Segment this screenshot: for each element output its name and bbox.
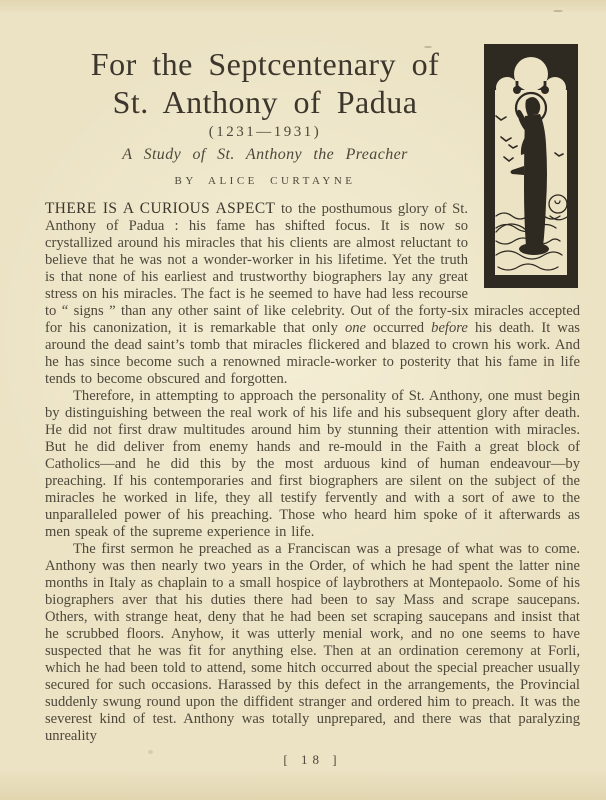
paragraph-3: The first sermon he preached as a Franciscan was a presage of what was to come. Anthony was then nearly two years in the Order, of which he had spent the latter nine months in Italy as chaplain to a small hospice of laybrothers at Montepaolo. Some of his biographers aver that his duties there had been to say Mass and scrape saucepans. Others, with strange heat, deny that he had been set scraping saucepans and insist that he scrubbed floors. Anyhow, it was utterly menial work, and no one seems to have suspected that he was fit for anything else. Then at an ordination ceremony at Forli, which he had been told to attend, some hitch occurred about the special preacher usually secured for such occasions. Harassed by this defect in the arrangements, the Provincial suddenly swung round upon the diffident stranger and ordered him to preach. It was the severest kind of test. Anthony was totally unprepared, and there was that paralyzing unreality [45,541,580,744]
paragraph-1-text: his death. It was around the dead saint’s tomb that miracles flickered and blazed to crown his work. And he has since become such a renowned miracle-worker to posterity that his fame in life tends to become obscured and forgotten. [45,320,580,387]
page-number: [ 18 ] [283,752,342,767]
centenary-dates: (1231—1931) [208,124,322,140]
robe [524,114,547,247]
emphasis-one: one [344,320,367,336]
paragraph-2: Therefore, in attempting to approach the personality of St. Anthony, one must begin by distinguishing between the real work of his life and his subsequent glory after death. He did not first draw multitudes around him by stunning their attention with miracles. But he did deliver from enemy hands and re-mould in the Faith a great block of Catholics—and he did this by the most arduous kind of human endeavour—by preaching. If his contemporaries and first biographers are silent on the subject of the miracles he worked in life, they all testify fervently and with a sort of awe to the unparalleled power of his preaching. Those who heard him spoke of it afterwards as men speak of the supreme experience in life. [45,388,580,540]
paragraph-1-text: to the posthumous glory of St. Anthony of Padua : his fame has shifted focus. It is now so crystallized around his miracles that his clients are almost reluctant to believe that he was not a wonder-worker in his lifetime. Yet the truth is that none of his earliest and trustworthy biographers lay any great stress on his miracles. The fact is he seemed to have had less recourse to “ signs ” than any other saint of like celebrity. Out of the forty-six miracles accepted for his canonization, it is remarkable that only [45,201,580,336]
article-subtitle: A Study of St. Anthony the Preacher [122,146,408,163]
scan-speck [148,750,153,754]
paragraph-1-text: occurred [366,320,432,336]
masthead [45,45,485,188]
scan-speck [553,10,563,12]
emphasis-before: before [431,320,468,336]
article-title-line-2: St. Anthony of Padua [112,84,418,120]
scan-speck [424,46,432,48]
st-anthony-woodcut-plate [484,44,578,288]
article-title-line-1: For the Septcentenary of [90,46,440,82]
author-byline: BY ALICE CURTAYNE [174,175,356,187]
opening-phrase: THERE IS A CURIOUS ASPECT [45,200,276,217]
rock [519,243,549,255]
